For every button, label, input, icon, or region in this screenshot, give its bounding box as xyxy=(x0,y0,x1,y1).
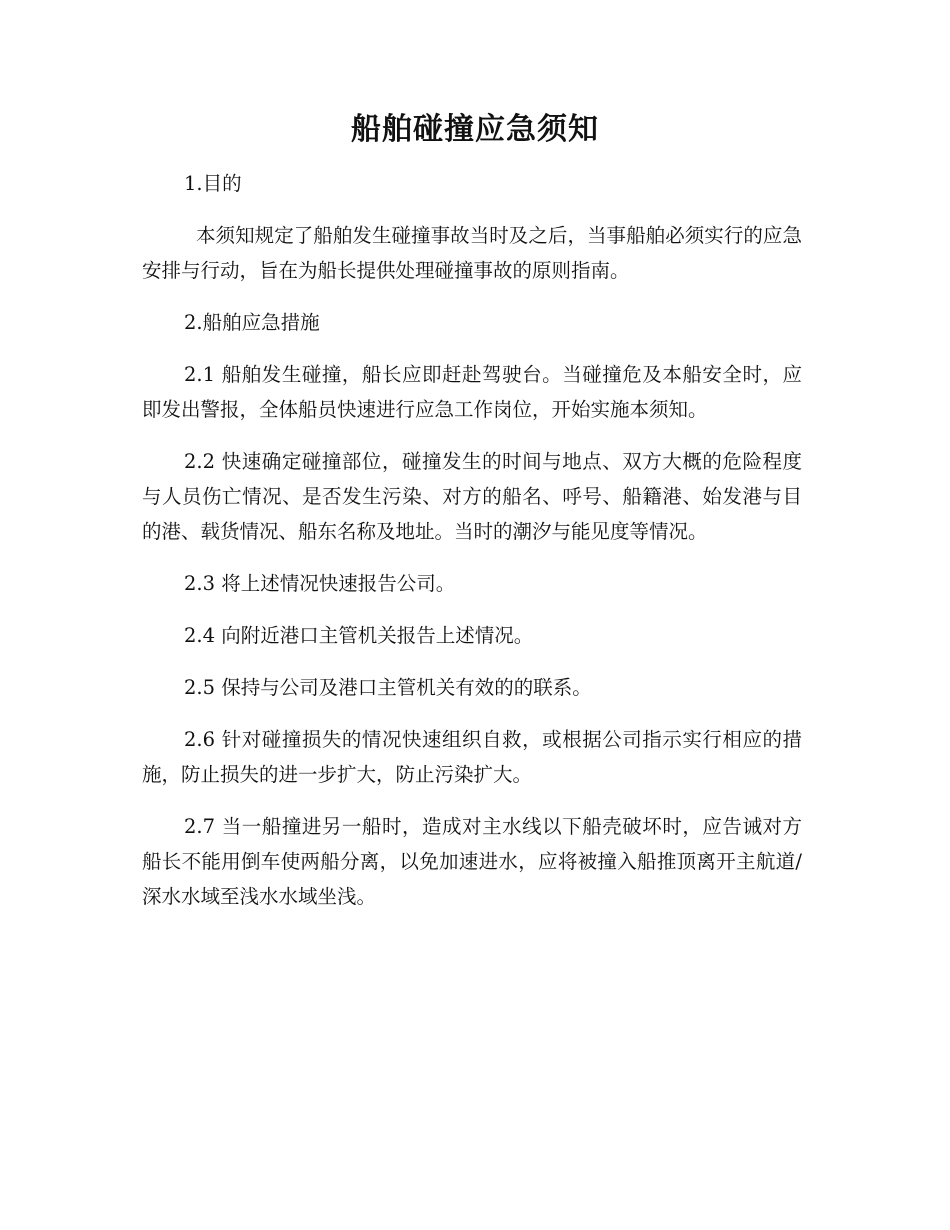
measure-item-2-6: 2.6 针对碰撞损失的情况快速组织自救，或根据公司指示实行相应的措施，防止损失的进一步扩大，防止污染扩大。 xyxy=(142,728,802,786)
measure-item-2-3: 2.3 将上述情况快速报告公司。 xyxy=(184,572,456,595)
document-title: 船舶碰撞应急须知 xyxy=(351,112,599,147)
measure-item-2-5: 2.5 保持与公司及港口主管机关有效的的联系。 xyxy=(184,676,592,699)
measure-item-2-2: 2.2 快速确定碰撞部位，碰撞发生的时间与地点、双方大概的危险程度与人员伤亡情况、是否发生污染、对方的船名、呼号、船籍港、始发港与目的港、载货情况、船东名称及地址。当时的潮汐与能见度等情况。 xyxy=(142,450,802,543)
measure-item-2-1: 2.1 船舶发生碰撞，船长应即赶赴驾驶台。当碰撞危及本船安全时，应即发出警报，全体船员快速进行应急工作岗位，开始实施本须知。 xyxy=(142,363,802,421)
document-body xyxy=(142,166,802,931)
measure-item-2-4: 2.4 向附近港口主管机关报告上述情况。 xyxy=(184,624,534,647)
section-heading-emergency-measures: 2.船舶应急措施 xyxy=(184,311,320,334)
purpose-paragraph: 本须知规定了船舶发生碰撞事故当时及之后，当事船舶必须实行的应急安排与行动，旨在为船长提供处理碰撞事故的原则指南。 xyxy=(142,224,802,282)
measure-item-2-7: 2.7 当一船撞进另一船时，造成对主水线以下船壳破坏时，应告诫对方船长不能用倒车使两船分离，以免加速进水，应将被撞入船推顶离开主航道/深水水域至浅水水域坐浅。 xyxy=(142,815,802,908)
section-heading-purpose: 1.目的 xyxy=(184,172,242,195)
